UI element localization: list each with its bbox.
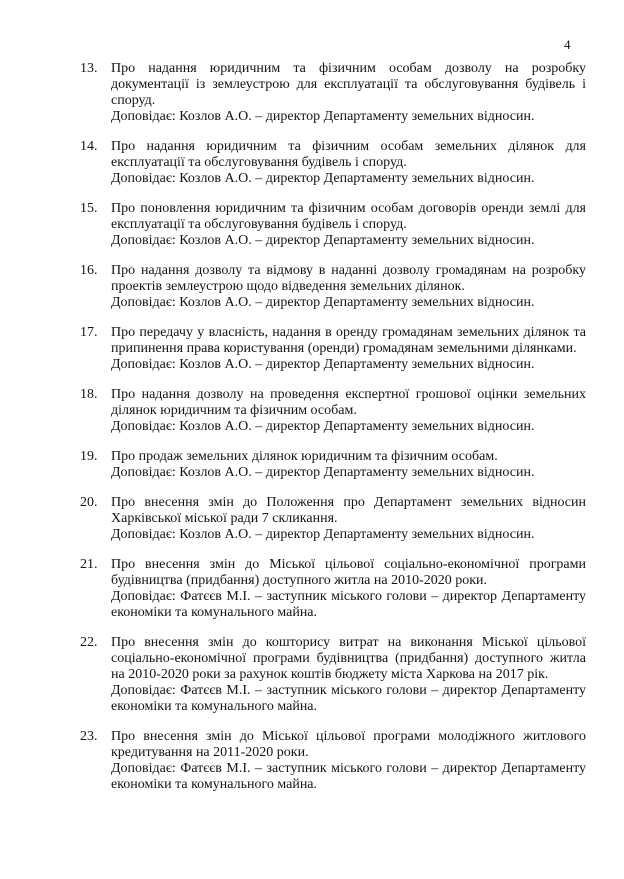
item-title: Про передачу у власність, надання в оренду громадянам земельних ділянок та припинення права користування (оренди) громадянам земельними ділянками. (111, 325, 586, 356)
item-number: 18. (80, 387, 98, 402)
item-number: 22. (80, 635, 98, 650)
item-number: 13. (80, 61, 98, 76)
item-title: Про продаж земельних ділянок юридичним та фізичним особам. (111, 449, 498, 464)
agenda-list (80, 61, 586, 807)
item-title: Про внесення змін до Положення про Департамент земельних відносин Харківської міської ради 7 скликання. (111, 495, 586, 526)
agenda-item (80, 729, 586, 793)
item-speaker: Доповідає: Козлов А.О. – директор Департаменту земельних відносин. (111, 171, 535, 186)
item-number: 14. (80, 139, 98, 154)
item-title: Про надання дозволу на проведення експертної грошової оцінки земельних ділянок юридичним та фізичним особам. (111, 387, 586, 418)
item-speaker: Доповідає: Фатєєв М.І. – заступник міського голови – директор Департаменту економіки та комунального майна. (111, 589, 586, 620)
item-title: Про поновлення юридичним та фізичним особам договорів оренди землі для експлуатації та обслуговування будівель і споруд. (111, 201, 586, 232)
item-number: 16. (80, 263, 98, 278)
agenda-item (80, 61, 586, 125)
item-title: Про внесення змін до кошторису витрат на виконання Міської цільової соціально-економічної програми будівництва (придбання) доступного житла на 2010-2020 роки за рахунок коштів бюджету міста Харкова на 2017 рік. (111, 635, 586, 682)
item-title: Про внесення змін до Міської цільової програми молодіжного житлового кредитування на 2011-2020 роки. (111, 729, 586, 760)
page-number: 4 (564, 37, 571, 52)
item-speaker: Доповідає: Козлов А.О. – директор Департаменту земельних відносин. (111, 109, 535, 124)
agenda-item (80, 263, 586, 311)
item-number: 17. (80, 325, 98, 340)
agenda-item (80, 557, 586, 621)
item-speaker: Доповідає: Козлов А.О. – директор Департаменту земельних відносин. (111, 465, 535, 480)
item-speaker: Доповідає: Козлов А.О. – директор Департаменту земельних відносин. (111, 419, 535, 434)
agenda-item (80, 201, 586, 249)
item-number: 15. (80, 201, 98, 216)
item-title: Про надання дозволу та відмову в наданні дозволу громадянам на розробку проектів землеустрою щодо відведення земельних ділянок. (111, 263, 586, 294)
agenda-item (80, 387, 586, 435)
item-number: 21. (80, 557, 98, 572)
agenda-item (80, 139, 586, 187)
item-speaker: Доповідає: Козлов А.О. – директор Департаменту земельних відносин. (111, 527, 535, 542)
agenda-item (80, 635, 586, 715)
item-number: 23. (80, 729, 98, 744)
item-speaker: Доповідає: Фатєєв М.І. – заступник міського голови – директор Департаменту економіки та комунального майна. (111, 683, 586, 714)
item-number: 19. (80, 449, 98, 464)
item-speaker: Доповідає: Козлов А.О. – директор Департаменту земельних відносин. (111, 295, 535, 310)
item-speaker: Доповідає: Козлов А.О. – директор Департаменту земельних відносин. (111, 233, 535, 248)
agenda-item (80, 449, 586, 481)
item-speaker: Доповідає: Фатєєв М.І. – заступник міського голови – директор Департаменту економіки та комунального майна. (111, 761, 586, 792)
item-number: 20. (80, 495, 98, 510)
item-title: Про надання юридичним та фізичним особам дозволу на розробку документації із землеустрою для експлуатації та обслуговування будівель і споруд. (111, 61, 586, 108)
item-speaker: Доповідає: Козлов А.О. – директор Департаменту земельних відносин. (111, 357, 535, 372)
item-title: Про надання юридичним та фізичним особам земельних ділянок для експлуатації та обслуговування будівель і споруд. (111, 139, 586, 170)
agenda-item (80, 325, 586, 373)
item-title: Про внесення змін до Міської цільової соціально-економічної програми будівництва (придбання) доступного житла на 2010-2020 роки. (111, 557, 586, 588)
agenda-item (80, 495, 586, 543)
